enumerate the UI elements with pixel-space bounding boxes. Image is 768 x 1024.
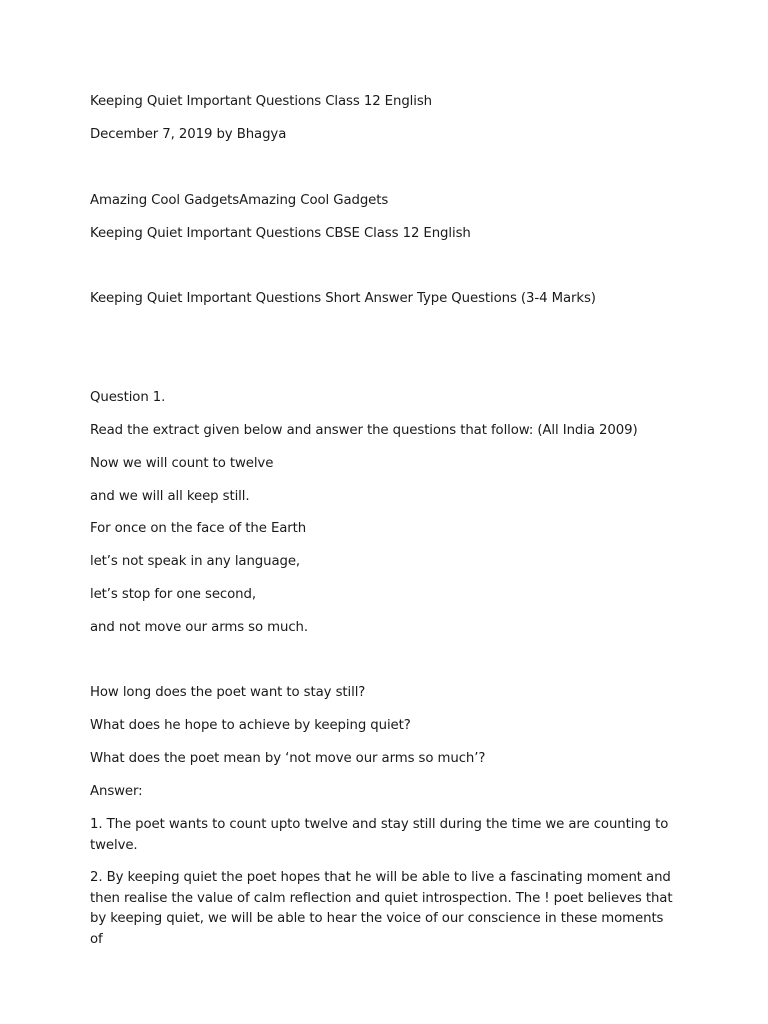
answer-paragraph: 2. By keeping quiet the poet hopes that he will be able to live a fascinating moment and then realise the value of calm reflection and quiet introspection. The ! poet believes that by keeping quiet, we will be able to hear the voice of our conscience in these moments of (90, 870, 673, 947)
ad-text: Amazing Cool GadgetsAmazing Cool Gadgets (90, 193, 389, 208)
sub-question: What does the poet mean by ‘not move our arms so much’? (90, 751, 486, 766)
byline: December 7, 2019 by Bhagya (90, 127, 287, 142)
question-label: Question 1. (90, 390, 166, 405)
answer-paragraph: 1. The poet wants to count upto twelve and stay still during the time we are counting to twelve. (90, 817, 669, 853)
subtitle: Keeping Quiet Important Questions CBSE Class 12 English (90, 226, 471, 241)
poem-line: and we will all keep still. (90, 489, 250, 504)
question-instruction: Read the extract given below and answer the questions that follow: (All India 2009) (90, 423, 638, 438)
sub-question: How long does the poet want to stay still? (90, 685, 366, 700)
poem-line: let’s stop for one second, (90, 587, 256, 602)
answer-label: Answer: (90, 784, 143, 799)
poem-line: For once on the face of the Earth (90, 521, 307, 536)
poem-line: let’s not speak in any language, (90, 554, 301, 569)
poem-line: Now we will count to twelve (90, 456, 274, 471)
sub-question: What does he hope to achieve by keeping quiet? (90, 718, 411, 733)
section-heading: Keeping Quiet Important Questions Short Answer Type Questions (3-4 Marks) (90, 291, 596, 306)
poem-line: and not move our arms so much. (90, 620, 308, 635)
document-page (90, 0, 690, 1024)
document-title: Keeping Quiet Important Questions Class 12 English (90, 94, 432, 109)
